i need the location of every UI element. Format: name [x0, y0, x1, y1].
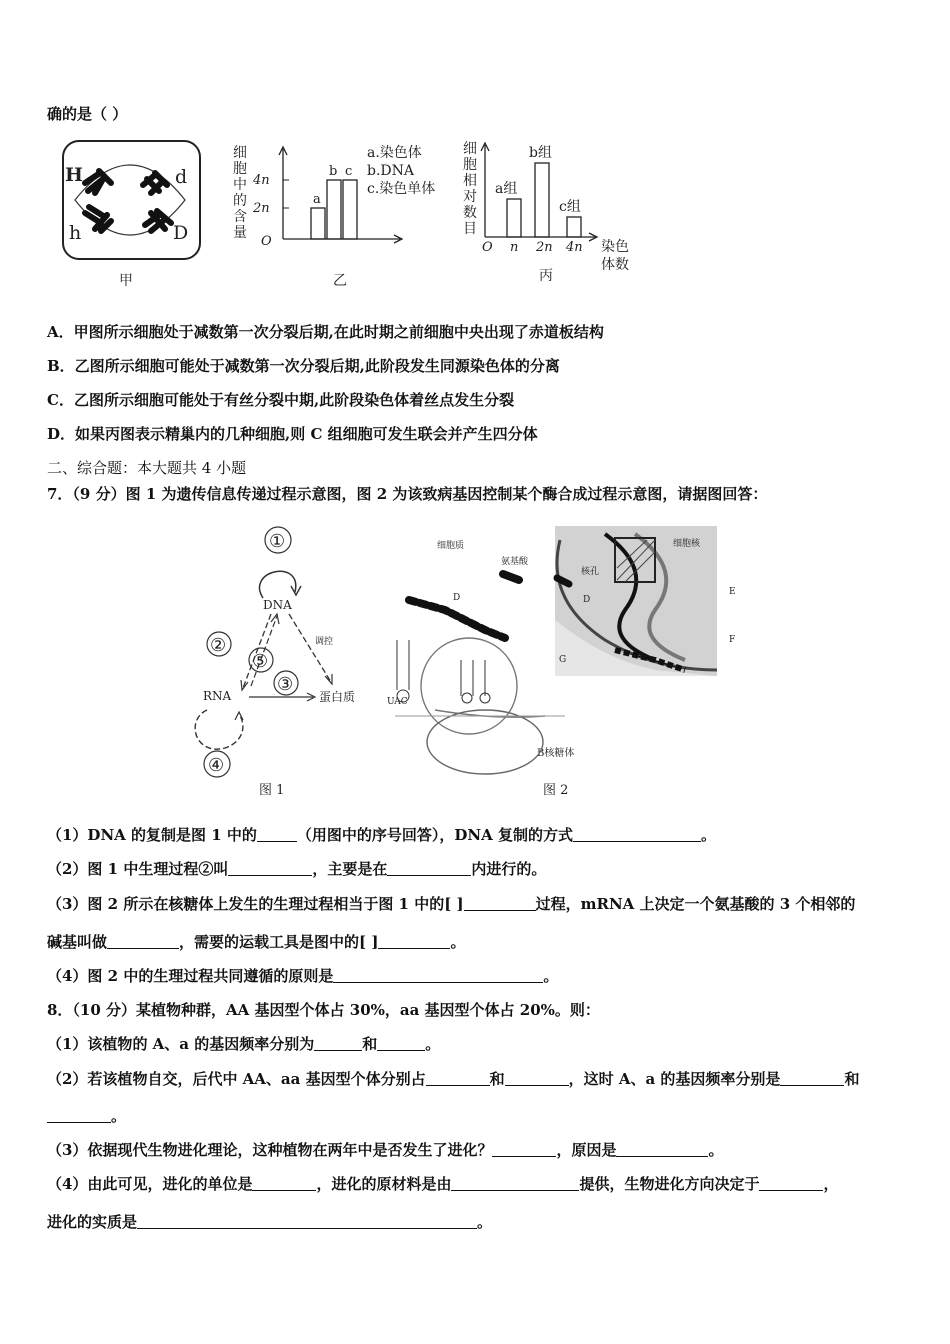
svg-text:胞: 胞: [463, 157, 477, 173]
answer-blank[interactable]: [573, 826, 701, 842]
answer-blank[interactable]: [616, 1141, 708, 1157]
caption-fig2: 图 2: [543, 783, 569, 798]
q8-stem: 8．（10 分）某植物种群，AA 基因型个体占 30%，aa 基因型个体占 20%。则：: [47, 1001, 600, 1019]
legend-a: a.染色体: [367, 145, 422, 161]
answer-blank[interactable]: [780, 1070, 844, 1086]
svg-text:a: a: [313, 192, 321, 207]
svg-text:相: 相: [463, 173, 477, 189]
bar-chart-bing: [463, 141, 629, 284]
svg-text:c: c: [345, 164, 353, 179]
q7-stem: 7．（9 分）图 1 为遗传信息传递过程示意图，图 2 为该致病基因控制某个酶合成过程示意图，请据图回答：: [47, 485, 768, 503]
bar-b: [327, 180, 341, 239]
ytick-2n: 2n: [253, 201, 270, 216]
q8-sub4-cont: 进化的实质是 。: [47, 1213, 493, 1231]
option-a: A．甲图所示细胞处于减数第一次分裂后期,在此时期之前细胞中央出现了赤道板结构: [47, 323, 604, 341]
answer-blank[interactable]: [257, 826, 297, 842]
xtick-O: O: [482, 240, 493, 255]
answer-blank[interactable]: [377, 1035, 425, 1051]
svg-text:细胞核: 细胞核: [673, 539, 701, 549]
q7-sub2: （2）图 1 中生理过程②叫 ，主要是在 内进行的。: [47, 860, 547, 878]
svg-text:量: 量: [233, 225, 247, 241]
answer-blank[interactable]: [378, 933, 450, 949]
xtick-4n: 4n: [566, 240, 583, 255]
fig2-translation: [387, 526, 736, 798]
svg-text:G: G: [559, 655, 567, 665]
node-dna: DNA: [263, 598, 292, 612]
answer-blank[interactable]: [492, 1141, 556, 1157]
option-d: D．如果丙图表示精巢内的几种细胞,则 C 组细胞可发生联会并产生四分体: [47, 425, 538, 443]
answer-blank[interactable]: [464, 895, 536, 911]
q8-sub3: （3）依据现代生物进化理论，这种植物在两年中是否发生了进化？ ，原因是 。: [47, 1141, 724, 1159]
section-title: 二、综合题：本大题共 4 小题: [47, 459, 247, 477]
option-b: B．乙图所示细胞可能处于减数第一次分裂后期,此阶段发生同源染色体的分离: [47, 357, 560, 375]
answer-blank[interactable]: [137, 1213, 477, 1229]
label-d: d: [175, 166, 188, 188]
answer-blank[interactable]: [759, 1175, 823, 1191]
label-H: H: [65, 164, 83, 186]
answer-blank[interactable]: [252, 1175, 316, 1191]
caption-bing: 丙: [539, 268, 553, 284]
answer-blank[interactable]: [107, 933, 179, 949]
answer-blank[interactable]: [426, 1070, 490, 1086]
answer-blank[interactable]: [505, 1070, 569, 1086]
bar-a: [311, 208, 325, 239]
svg-text:氨基酸: 氨基酸: [501, 557, 529, 567]
svg-text:数: 数: [463, 205, 477, 221]
svg-text:核孔: 核孔: [581, 567, 600, 577]
q8-sub2: （2）若该植物自交，后代中 AA、aa 基因型个体分别占 和 ，这时 A、a 的基因频率分别是 和: [47, 1070, 860, 1088]
legend-b: b.DNA: [367, 163, 414, 179]
ytick-4n: 4n: [253, 173, 270, 188]
svg-text:体数: 体数: [601, 257, 629, 273]
q8-sub2-cont: 。: [47, 1105, 126, 1126]
svg-text:细: 细: [463, 141, 477, 157]
svg-text:F: F: [729, 635, 736, 645]
figure-q6: [55, 135, 655, 295]
svg-text:UAC: UAC: [387, 697, 408, 707]
answer-blank[interactable]: [228, 860, 312, 876]
num-3: ③: [277, 674, 294, 695]
svg-text:对: 对: [463, 189, 477, 205]
xtick-n: n: [510, 240, 519, 255]
q7-sub3: （3）图 2 所示在核糖体上发生的生理过程相当于图 1 中的[ ] 过程，mRNA 上决定一个氨基酸的 3 个相邻的: [47, 895, 856, 913]
svg-text:中: 中: [233, 177, 247, 193]
svg-text:细: 细: [233, 145, 247, 161]
node-protein: 蛋白质: [319, 690, 356, 704]
legend-c: c.染色单体: [367, 181, 436, 197]
caption-fig1: 图 1: [259, 783, 285, 798]
answer-blank[interactable]: [47, 1107, 111, 1123]
answer-blank[interactable]: [387, 860, 471, 876]
answer-blank[interactable]: [333, 967, 543, 983]
svg-text:b组: b组: [529, 145, 552, 161]
bar-b-group: [535, 163, 549, 237]
num-2: ②: [210, 635, 227, 656]
label-D: D: [173, 222, 189, 244]
ytick-O: O: [261, 234, 272, 249]
num-5: ⑤: [252, 651, 269, 672]
num-1: ①: [269, 531, 286, 552]
svg-text:胞: 胞: [233, 161, 247, 177]
q7-sub3-cont: 碱基叫做 ，需要的运载工具是图中的[ ] 。: [47, 933, 466, 951]
svg-text:的: 的: [233, 193, 247, 209]
bar-a-group: [507, 199, 521, 237]
svg-text:E: E: [729, 587, 736, 597]
cell-diagram-jia: [63, 141, 200, 289]
bar-c-group: [567, 217, 581, 237]
xtick-2n: 2n: [536, 240, 553, 255]
bar-c: [343, 180, 357, 239]
svg-text:a组: a组: [495, 181, 518, 197]
svg-text:目: 目: [463, 221, 477, 237]
svg-text:细胞质: 细胞质: [437, 541, 465, 551]
node-rna: RNA: [203, 689, 232, 703]
figure-q7: [185, 520, 765, 805]
option-c: C．乙图所示细胞可能处于有丝分裂中期,此阶段染色体着丝点发生分裂: [47, 391, 515, 409]
num-4: ④: [208, 755, 225, 776]
svg-text:c组: c组: [559, 199, 581, 215]
svg-text:b: b: [329, 164, 338, 179]
svg-text:D: D: [453, 593, 461, 603]
q8-sub1: （1）该植物的 A、a 的基因频率分别为 和 。: [47, 1035, 441, 1053]
svg-text:染色: 染色: [601, 239, 629, 255]
caption-yi: 乙: [333, 273, 347, 289]
q7-sub1: （1）DNA 的复制是图 1 中的 （用图中的序号回答），DNA 复制的方式 。: [47, 826, 717, 844]
label-h: h: [69, 222, 82, 244]
answer-blank[interactable]: [451, 1175, 579, 1191]
question-continuation: 确的是（ ）: [47, 105, 128, 123]
caption-jia: 甲: [119, 273, 133, 289]
svg-text:含: 含: [233, 209, 247, 225]
q8-sub4: （4）由此可见，进化的单位是 ，进化的原材料是由 提供，生物进化方向决定于 ，: [47, 1175, 839, 1193]
q7-sub4: （4）图 2 中的生理过程共同遵循的原则是 。: [47, 967, 559, 985]
svg-text:B核糖体: B核糖体: [537, 748, 575, 759]
fig1-central-dogma: [195, 527, 355, 798]
label-regulate: 调控: [315, 637, 334, 647]
bar-chart-yi: [233, 144, 435, 289]
answer-blank[interactable]: [314, 1035, 362, 1051]
svg-text:D: D: [583, 595, 591, 605]
